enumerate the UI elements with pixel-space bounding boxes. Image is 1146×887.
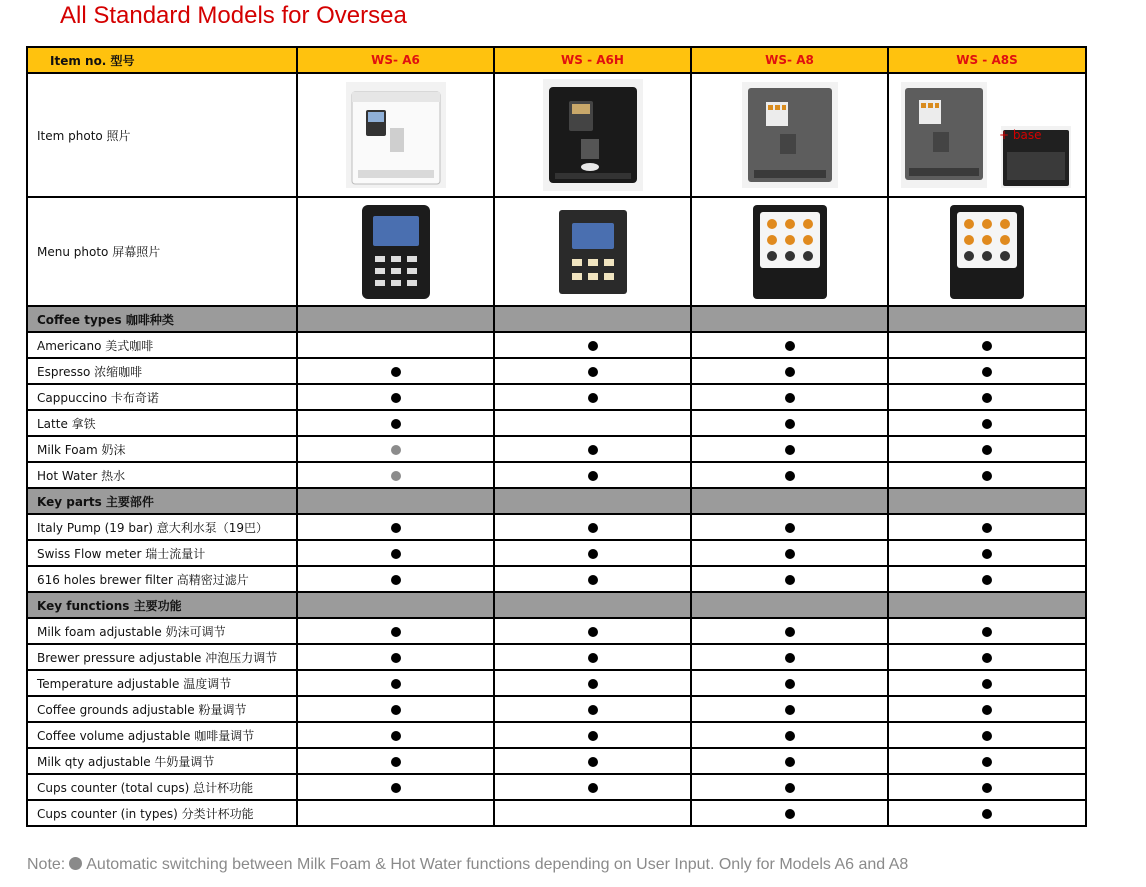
dot-icon	[391, 367, 401, 377]
section-empty-cell	[888, 592, 1086, 618]
table-row	[27, 722, 1086, 748]
section-empty-cell	[691, 306, 888, 332]
dot-icon	[588, 731, 598, 741]
feature-cell	[297, 774, 494, 800]
section-empty-cell	[494, 488, 691, 514]
header-model-a8: WS- A8	[691, 47, 888, 73]
section-title: Coffee types 咖啡种类	[27, 306, 297, 332]
feature-cell	[494, 722, 691, 748]
dot-icon	[785, 783, 795, 793]
feature-cell	[494, 462, 691, 488]
table-row	[27, 436, 1086, 462]
menu-cell-a6	[297, 197, 494, 306]
dot-icon	[982, 679, 992, 689]
feature-cell	[691, 748, 888, 774]
feature-cell	[888, 410, 1086, 436]
feature-cell	[297, 800, 494, 826]
section-empty-cell	[297, 488, 494, 514]
dot-icon	[391, 627, 401, 637]
photo-cell-a6h	[494, 73, 691, 197]
feature-cell	[888, 384, 1086, 410]
dot-icon	[785, 575, 795, 585]
feature-cell	[297, 514, 494, 540]
section-empty-cell	[494, 306, 691, 332]
footnote	[27, 856, 908, 874]
menu-cell-a8s	[888, 197, 1086, 306]
header-item-no: Item no. 型号	[27, 47, 297, 73]
feature-cell	[888, 332, 1086, 358]
coffee-machine-a6-image	[342, 78, 450, 192]
note-dot-icon	[69, 857, 82, 870]
dot-icon	[982, 627, 992, 637]
feature-cell	[691, 410, 888, 436]
dot-icon	[982, 757, 992, 767]
feature-cell	[494, 644, 691, 670]
feature-cell	[888, 436, 1086, 462]
feature-cell	[494, 800, 691, 826]
feature-cell	[494, 566, 691, 592]
dot-icon	[982, 341, 992, 351]
feature-label: Temperature adjustable 温度调节	[27, 670, 297, 696]
feature-cell	[494, 514, 691, 540]
dot-icon	[785, 445, 795, 455]
dot-icon	[391, 705, 401, 715]
feature-cell	[691, 332, 888, 358]
dot-icon	[982, 393, 992, 403]
dot-icon	[391, 679, 401, 689]
item-photo-row	[27, 73, 1086, 197]
feature-cell	[494, 618, 691, 644]
feature-cell	[494, 696, 691, 722]
feature-label: Milk Foam 奶沫	[27, 436, 297, 462]
section-empty-cell	[297, 592, 494, 618]
dot-icon	[391, 393, 401, 403]
feature-cell	[691, 618, 888, 644]
header-model-a8s: WS - A8S	[888, 47, 1086, 73]
table-row	[27, 540, 1086, 566]
dot-icon	[588, 549, 598, 559]
dot-icon	[588, 471, 598, 481]
dot-icon	[785, 627, 795, 637]
menu-cell-a8	[691, 197, 888, 306]
item-photo-label: Item photo 照片	[27, 73, 297, 197]
feature-cell	[297, 462, 494, 488]
coffee-machine-a8-image	[740, 78, 840, 192]
dot-icon	[982, 549, 992, 559]
feature-cell	[691, 800, 888, 826]
feature-cell	[888, 462, 1086, 488]
dot-icon	[785, 341, 795, 351]
feature-label: Latte 拿铁	[27, 410, 297, 436]
dot-icon	[785, 419, 795, 429]
feature-label: 616 holes brewer filter 高精密过滤片	[27, 566, 297, 592]
table-row	[27, 670, 1086, 696]
feature-cell	[888, 514, 1086, 540]
dot-icon	[391, 549, 401, 559]
table-row	[27, 774, 1086, 800]
feature-cell	[691, 358, 888, 384]
menu-photo-row	[27, 197, 1086, 306]
dot-icon	[785, 367, 795, 377]
dot-icon	[588, 653, 598, 663]
dot-icon	[588, 575, 598, 585]
note-prefix: Note:	[27, 856, 66, 873]
menu-panel-a8s-image	[949, 204, 1025, 300]
menu-panel-a8-image	[752, 204, 828, 300]
feature-label: Hot Water 热水	[27, 462, 297, 488]
dot-icon	[785, 731, 795, 741]
table-row	[27, 748, 1086, 774]
feature-label: Milk foam adjustable 奶沫可调节	[27, 618, 297, 644]
feature-cell	[888, 696, 1086, 722]
section-header-row	[27, 592, 1086, 618]
feature-cell	[888, 722, 1086, 748]
feature-label: Americano 美式咖啡	[27, 332, 297, 358]
feature-cell	[494, 410, 691, 436]
feature-cell	[691, 774, 888, 800]
feature-cell	[691, 644, 888, 670]
feature-cell	[297, 644, 494, 670]
dot-icon	[785, 679, 795, 689]
dot-icon	[391, 575, 401, 585]
dot-icon	[785, 549, 795, 559]
coffee-machine-a8s-image	[897, 78, 1077, 192]
dot-icon	[982, 523, 992, 533]
feature-cell	[297, 358, 494, 384]
feature-label: Swiss Flow meter 瑞士流量计	[27, 540, 297, 566]
feature-cell	[494, 332, 691, 358]
feature-cell	[691, 566, 888, 592]
dot-icon	[982, 445, 992, 455]
photo-cell-a8s	[888, 73, 1086, 197]
feature-cell	[691, 462, 888, 488]
dot-icon	[391, 757, 401, 767]
section-empty-cell	[888, 306, 1086, 332]
table-row	[27, 410, 1086, 436]
dot-icon	[785, 757, 795, 767]
table-row	[27, 618, 1086, 644]
feature-cell	[691, 696, 888, 722]
dot-icon	[391, 523, 401, 533]
header-model-a6h: WS - A6H	[494, 47, 691, 73]
dot-icon	[785, 653, 795, 663]
feature-cell	[297, 670, 494, 696]
feature-cell	[297, 436, 494, 462]
base-addon-label: + base	[999, 128, 1042, 142]
section-header-row	[27, 306, 1086, 332]
feature-cell	[691, 514, 888, 540]
dot-icon	[982, 419, 992, 429]
feature-label: Cappuccino 卡布奇诺	[27, 384, 297, 410]
dot-icon	[588, 523, 598, 533]
feature-cell	[888, 748, 1086, 774]
feature-label: Milk qty adjustable 牛奶量调节	[27, 748, 297, 774]
feature-label: Italy Pump (19 bar) 意大利水泵（19巴）	[27, 514, 297, 540]
table-row	[27, 514, 1086, 540]
dot-icon	[785, 523, 795, 533]
feature-label: Cups counter (in types) 分类计杯功能	[27, 800, 297, 826]
page-title: All Standard Models for Oversea	[60, 2, 407, 29]
section-header-row	[27, 488, 1086, 514]
feature-cell	[297, 696, 494, 722]
feature-cell	[494, 670, 691, 696]
feature-cell	[297, 722, 494, 748]
dot-icon	[588, 679, 598, 689]
section-empty-cell	[888, 488, 1086, 514]
section-empty-cell	[494, 592, 691, 618]
note-text: Automatic switching between Milk Foam & Hot Water functions depending on User Input. Only for Models A6 and A8	[86, 856, 909, 873]
dot-icon	[391, 783, 401, 793]
dot-icon	[391, 731, 401, 741]
table-row	[27, 644, 1086, 670]
dot-icon	[588, 445, 598, 455]
feature-cell	[888, 800, 1086, 826]
feature-label: Espresso 浓缩咖啡	[27, 358, 297, 384]
feature-cell	[691, 540, 888, 566]
feature-label: Cups counter (total cups) 总计杯功能	[27, 774, 297, 800]
feature-cell	[691, 384, 888, 410]
header-model-a6: WS- A6	[297, 47, 494, 73]
menu-cell-a6h	[494, 197, 691, 306]
dot-icon	[588, 783, 598, 793]
dot-icon	[982, 653, 992, 663]
feature-cell	[888, 618, 1086, 644]
menu-photo-label: Menu photo 屏幕照片	[27, 197, 297, 306]
feature-cell	[297, 384, 494, 410]
feature-cell	[494, 748, 691, 774]
table-row	[27, 566, 1086, 592]
dot-icon	[588, 393, 598, 403]
table-row	[27, 462, 1086, 488]
feature-label: Coffee grounds adjustable 粉量调节	[27, 696, 297, 722]
dot-icon	[785, 809, 795, 819]
table-row	[27, 358, 1086, 384]
feature-cell	[691, 436, 888, 462]
section-empty-cell	[691, 488, 888, 514]
dot-icon	[391, 419, 401, 429]
photo-cell-a8	[691, 73, 888, 197]
feature-cell	[297, 566, 494, 592]
dot-icon	[785, 393, 795, 403]
gray-dot-icon	[391, 445, 401, 455]
feature-cell	[494, 540, 691, 566]
dot-icon	[588, 757, 598, 767]
feature-cell	[297, 410, 494, 436]
dot-icon	[982, 783, 992, 793]
dot-icon	[588, 367, 598, 377]
models-spec-table	[26, 46, 1087, 827]
feature-cell	[691, 670, 888, 696]
feature-cell	[494, 358, 691, 384]
feature-cell	[888, 774, 1086, 800]
table-row	[27, 384, 1086, 410]
dot-icon	[588, 705, 598, 715]
feature-cell	[494, 774, 691, 800]
feature-cell	[888, 670, 1086, 696]
feature-cell	[888, 358, 1086, 384]
feature-cell	[691, 722, 888, 748]
dot-icon	[588, 627, 598, 637]
dot-icon	[391, 653, 401, 663]
feature-label: Coffee volume adjustable 咖啡量调节	[27, 722, 297, 748]
feature-cell	[494, 384, 691, 410]
menu-panel-a6h-image	[558, 209, 628, 295]
feature-cell	[297, 332, 494, 358]
dot-icon	[982, 471, 992, 481]
table-row	[27, 696, 1086, 722]
spec-body	[27, 306, 1086, 826]
section-title: Key functions 主要功能	[27, 592, 297, 618]
dot-icon	[785, 471, 795, 481]
dot-icon	[588, 341, 598, 351]
dot-icon	[785, 705, 795, 715]
table-row	[27, 800, 1086, 826]
dot-icon	[982, 367, 992, 377]
section-empty-cell	[691, 592, 888, 618]
section-title: Key parts 主要部件	[27, 488, 297, 514]
feature-cell	[888, 644, 1086, 670]
feature-cell	[494, 436, 691, 462]
feature-label: Brewer pressure adjustable 冲泡压力调节	[27, 644, 297, 670]
menu-panel-a6-image	[361, 204, 431, 300]
section-empty-cell	[297, 306, 494, 332]
dot-icon	[982, 809, 992, 819]
table-row	[27, 332, 1086, 358]
feature-cell	[297, 618, 494, 644]
dot-icon	[982, 705, 992, 715]
gray-dot-icon	[391, 471, 401, 481]
photo-cell-a6	[297, 73, 494, 197]
feature-cell	[297, 748, 494, 774]
table-header-row	[27, 47, 1086, 73]
feature-cell	[888, 540, 1086, 566]
feature-cell	[297, 540, 494, 566]
dot-icon	[982, 575, 992, 585]
coffee-machine-a6h-image	[541, 77, 645, 193]
dot-icon	[982, 731, 992, 741]
feature-cell	[888, 566, 1086, 592]
